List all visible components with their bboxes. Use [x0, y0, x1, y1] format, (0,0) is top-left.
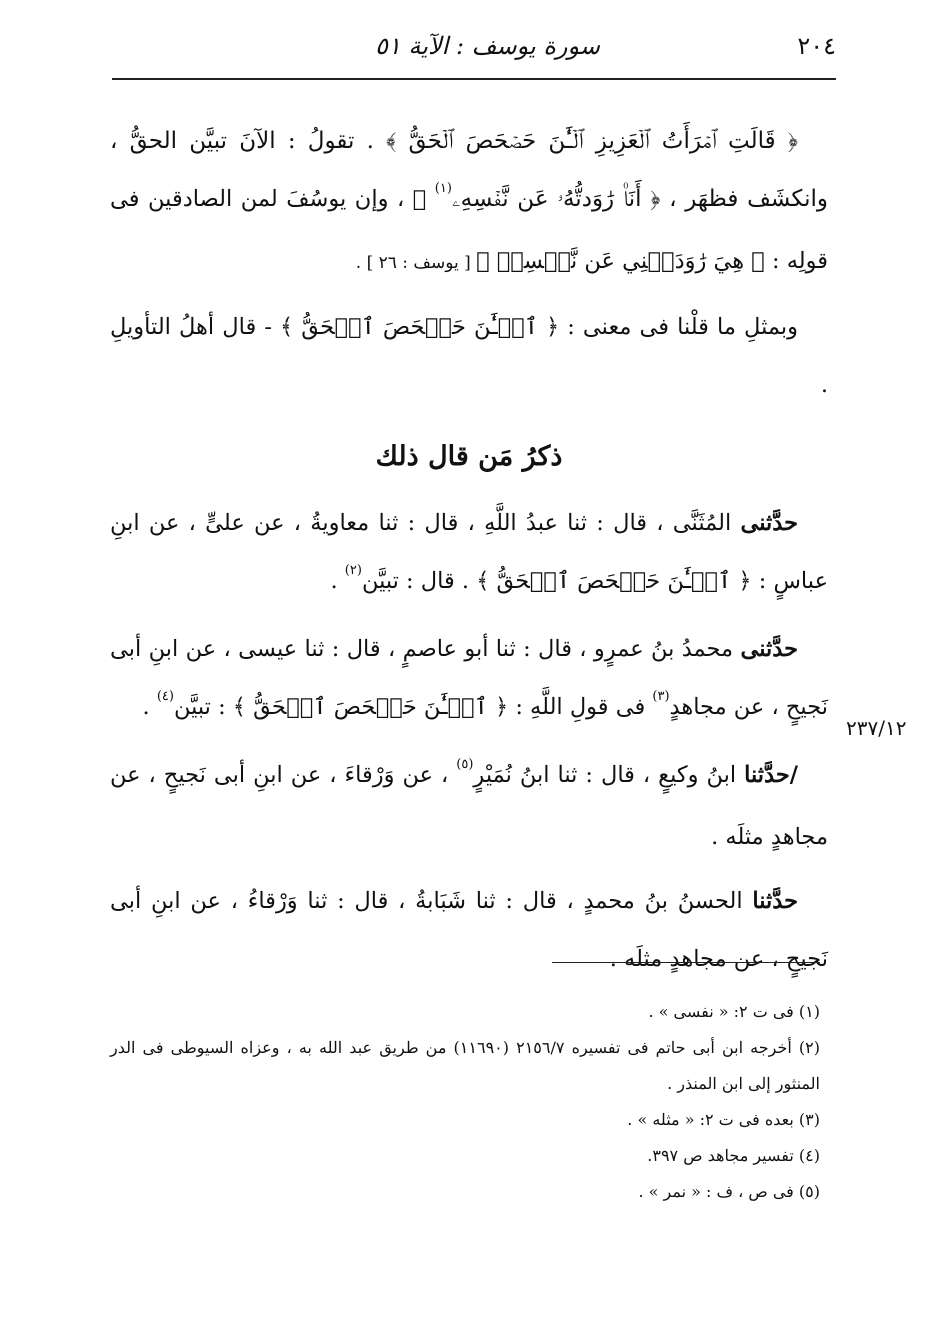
- page-number: ٢٠٤: [797, 32, 836, 60]
- paragraph-5-text-b: ، عن وَرْقاءَ ، عن ابنِ أبى نَجيحٍ ، عن مجاهدٍ مثلَه .: [110, 762, 828, 850]
- quran-reference: [ يوسف : ٢٦ ] .: [355, 253, 477, 273]
- paragraph-6: [110, 872, 828, 988]
- footnote-marker-3[interactable]: (٣): [652, 689, 670, 704]
- page-header: [110, 30, 836, 74]
- paragraph-5-text-a: ابنُ وكيعٍ ، قال : ثنا ابنُ نُمَيْرٍ: [473, 762, 745, 788]
- footnote-marker-1[interactable]: (١): [434, 181, 452, 196]
- main-text: [110, 112, 828, 994]
- header-rule: [112, 78, 836, 80]
- footnotes: [110, 994, 820, 1210]
- running-head: سورة يوسف : الآية ٥١: [375, 32, 600, 60]
- footnote-5: (٥) فى ص ، ف : « نمر » .: [638, 1182, 820, 1201]
- paragraph-5: [110, 746, 828, 866]
- paragraph-3-lead: حدَّثنى: [740, 510, 798, 536]
- footnote-4: (٤) تفسير مجاهد ص ٣٩٧.: [647, 1146, 820, 1165]
- footnote-marker-2[interactable]: (٢): [344, 563, 362, 578]
- margin-page-reference: ٢٣٧/١٢: [846, 716, 907, 740]
- paragraph-4-text-a: محمدُ بنُ عمرٍو ، قال : ثنا أبو عاصمٍ ، قال : ثنا عيسى ، عن ابنِ أبى نَجيحٍ ، عن مجاهدٍ: [110, 636, 828, 720]
- footnote-3: (٣) بعده فى ت ٢: « مثله » .: [627, 1110, 820, 1129]
- section-heading: ذكرُ مَن قال ذلك: [375, 441, 563, 472]
- paragraph-4-text-b: فى قولِ اللَّهِ : ﴿ ٱلۡـَٰٔنَ حَصۡحَصَ ٱلۡحَقُّ ﴾ : تبيَّن: [173, 694, 653, 720]
- paragraph-5-lead: /حدَّثنا: [744, 762, 798, 788]
- paragraph-3-text-a: المُثَنَّى ، قال : ثنا عبدُ اللَّهِ ، قال : ثنا معاويةُ ، عن علىٍّ ، عن ابنِ عباسٍ : ﴿ ٱلۡـَٰٔنَ حَصۡحَصَ ٱلۡحَقُّ ﴾ . قال : تبيَّن: [110, 510, 828, 594]
- paragraph-4-text-c: .: [142, 694, 157, 720]
- paragraph-4: [110, 620, 828, 740]
- paragraph-3: [110, 494, 828, 614]
- paragraph-1-text-b: ﴾ ، وإن يوسُفَ لمن الصادقين فى قولِه : ﴿ هِيَ رَٰوَدَتۡنِي عَن نَّفۡسِيۚ ﴾: [110, 186, 828, 274]
- paragraph-4-lead: حدَّثنى: [740, 636, 798, 662]
- paragraph-1-text-a: ﴿ قَالَتِ ٱمۡرَأَتُ ٱلۡعَزِيزِ ٱلۡـَٰٔنَ حَصۡحَصَ ٱلۡحَقُّ ﴾ . تقولُ : الآنَ تبيَّن الحقُّ ، وانكشَف فظهَر ، ﴿ أَنَا۠ رَٰوَدتُّهُۥ عَن نَّفۡسِهِۦ: [110, 128, 828, 212]
- paragraph-2: وبمثلِ ما قلْنا فى معنى : ﴿ ٱلۡـَٰٔنَ حَصۡحَصَ ٱلۡحَقُّ ﴾ - قال أهلُ التأويلِ .: [110, 314, 828, 398]
- paragraph-6-lead: حدَّثنا: [752, 888, 798, 914]
- footnote-rule: [552, 962, 820, 963]
- footnote-marker-5[interactable]: (٥): [456, 757, 474, 772]
- paragraph-1: [110, 112, 828, 292]
- paragraph-6-text-a: الحسنُ بنُ محمدٍ ، قال : ثنا شَبَابةُ ، قال : ثنا وَرْقاءُ ، عن ابنِ أبى نَجيحٍ ، عن مجاهدٍ مثلَه .: [110, 888, 828, 972]
- footnote-2: (٢) أخرجه ابن أبى حاتم فى تفسيره ٢١٥٦/٧ (١١٦٩٠) من طريق عبد الله به ، وعزاه السيوطى فى الدر المنثور إلى ابن المنذر .: [110, 1038, 821, 1093]
- footnote-1: (١) فى ت ٢: « نفسى » .: [648, 1002, 820, 1021]
- footnote-marker-4[interactable]: (٤): [156, 689, 174, 704]
- paragraph-3-text-b: .: [330, 568, 345, 594]
